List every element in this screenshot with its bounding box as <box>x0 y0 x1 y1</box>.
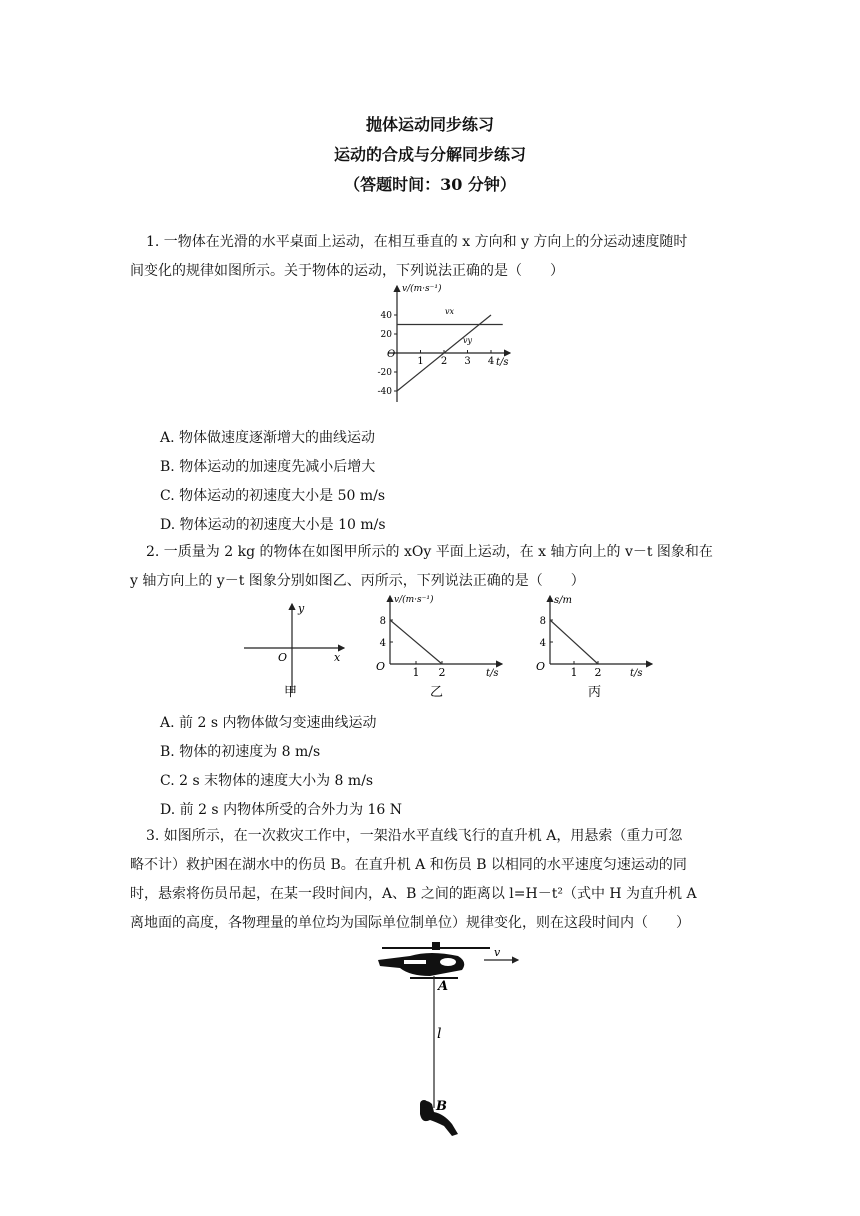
q2-bing-series <box>550 620 598 664</box>
q1-ytick-label: -40 <box>377 387 392 397</box>
q2-yi-caption: 乙 <box>430 685 444 700</box>
q1-xlabel: t/s <box>496 357 509 368</box>
q2-figure-bing <box>530 592 660 710</box>
question-1-stem <box>130 228 730 286</box>
q2-figure-yi <box>370 592 510 710</box>
doc-subtitle: 运动的合成与分解同步练习 <box>333 145 526 164</box>
q2-yi-xtick-label: 1 <box>412 666 420 679</box>
q1-option-a: A. 物体做速度逐渐增大的曲线运动 <box>160 430 376 446</box>
q1-option-d: D. 物体运动的初速度大小是 10 m/s <box>160 517 386 533</box>
q1-option-b: B. 物体运动的加速度先减小后增大 <box>160 459 376 475</box>
question-1-figure <box>360 280 520 410</box>
question-3-stem <box>130 822 730 938</box>
question-3-line-4: 离地面的高度，各物理量的单位均为国际单位制单位）规律变化，则在这段时间内（ ） <box>130 915 690 931</box>
q2-yi-series <box>390 620 442 664</box>
q1-ylabel: v/(m·s⁻¹) <box>402 284 442 294</box>
q1-vx-label: vx <box>445 307 455 316</box>
doc-time-note: （答题时间：30 分钟） <box>344 175 516 194</box>
q2-jia-origin: O <box>278 651 288 664</box>
q1-xtick-label: 2 <box>440 356 448 367</box>
doc-title: 抛体运动同步练习 <box>365 115 494 134</box>
q2-jia-y-label: y <box>298 602 305 615</box>
q2-yi-xlabel: t/s <box>486 668 499 679</box>
question-1-line-2: 间变化的规律如图所示。关于物体的运动，下列说法正确的是（ ） <box>130 263 564 279</box>
q3-B-label: B <box>436 1099 447 1114</box>
q2-bing-ytick-label: 8 <box>539 616 546 627</box>
q2-option-c: C. 2 s 末物体的速度大小为 8 m/s <box>160 773 374 789</box>
q2-option-b: B. 物体的初速度为 8 m/s <box>160 744 321 760</box>
q2-yi-xtick-label: 2 <box>438 666 446 679</box>
q2-figure-jia <box>240 598 350 708</box>
q2-yi-ytick-label: 4 <box>379 638 386 649</box>
q2-yi-ylabel: v/(m·s⁻¹) <box>394 595 434 605</box>
q1-option-c: C. 物体运动的初速度大小是 50 m/s <box>160 488 386 504</box>
q2-bing-ylabel: s/m <box>554 595 572 606</box>
q1-xtick-label: 3 <box>464 356 471 367</box>
q2-bing-ytick-label: 4 <box>539 638 546 649</box>
question-2-stem <box>130 538 730 596</box>
q3-l-label: l <box>437 1026 442 1042</box>
q2-option-d: D. 前 2 s 内物体所受的合外力为 16 N <box>160 802 403 818</box>
q2-jia-x-label: x <box>334 651 341 664</box>
q1-xtick-label: 1 <box>417 356 424 367</box>
q1-vy-label: vy <box>463 336 473 345</box>
q3-helicopter-figure <box>370 938 530 1138</box>
q2-yi-origin: O <box>376 660 386 673</box>
q2-yi-ytick-label: 8 <box>379 616 386 627</box>
question-2-line-2: y 轴方向上的 y－t 图象分别如图乙、丙所示，下列说法正确的是（ ） <box>130 573 585 589</box>
q1-xtick-label: 4 <box>487 356 495 367</box>
q2-bing-xlabel: t/s <box>630 668 643 679</box>
q2-option-a: A. 前 2 s 内物体做匀变速曲线运动 <box>160 715 377 731</box>
q2-bing-origin: O <box>536 660 546 673</box>
q2-bing-caption: 丙 <box>588 685 602 700</box>
question-3-line-2: 略不计）救护困在湖水中的伤员 B。在直升机 A 和伤员 B 以相同的水平速度匀速运动的同 <box>130 857 687 873</box>
q1-origin: O <box>387 349 396 360</box>
q3-A-label: A <box>438 979 449 994</box>
question-3-line-3: 时，悬索将伤员吊起，在某一段时间内，A、B 之间的距离以 l=H－t²（式中 H 为直升机 A <box>130 886 697 902</box>
q1-ytick-label: -20 <box>377 368 392 378</box>
q1-ytick-label: 40 <box>380 311 392 321</box>
q2-bing-xtick-label: 1 <box>570 666 578 679</box>
q1-ytick-label: 20 <box>380 330 392 340</box>
question-1-line-1: 1. 一物体在光滑的水平桌面上运动，在相互垂直的 x 方向和 y 方向上的分运动速度随时 <box>146 234 688 250</box>
q3-v-label: v <box>494 946 501 959</box>
question-3-line-1: 3. 如图所示，在一次救灾工作中，一架沿水平直线飞行的直升机 A，用悬索（重力可忽 <box>146 828 683 844</box>
q2-bing-xtick-label: 2 <box>594 666 602 679</box>
question-2-line-1: 2. 一质量为 2 kg 的物体在如图甲所示的 xOy 平面上运动，在 x 轴方向上的 v－t 图象和在 <box>146 544 713 560</box>
q2-jia-caption: 甲 <box>284 685 298 700</box>
